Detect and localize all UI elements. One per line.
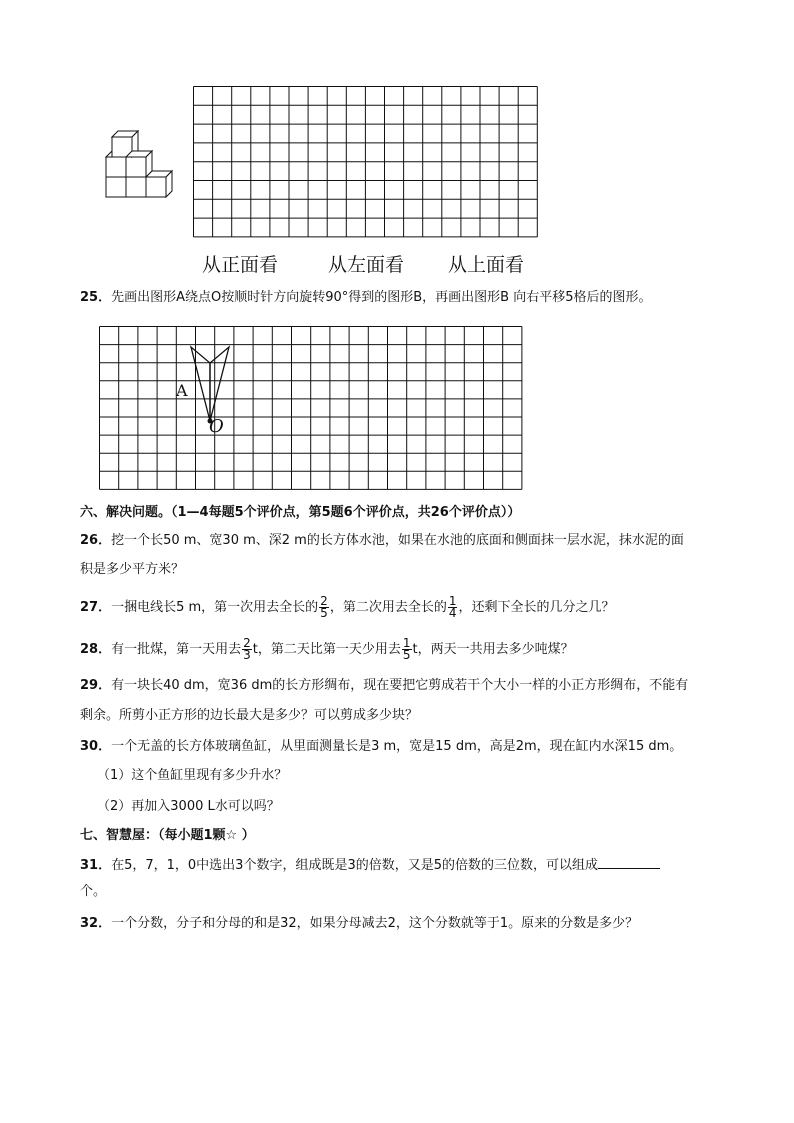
question-number: 27．	[80, 600, 112, 615]
question-text: t，第二天比第一天少用去	[252, 642, 401, 657]
question-text: 有一批煤，第一天用去	[111, 642, 242, 657]
question-30-sub1: （1）这个鱼缸里现有多少升水？	[97, 768, 288, 783]
question-text: 一个分数，分子和分母的和是32，如果分母减去2，这个分数就等于1。原来的分数是多少？	[111, 916, 639, 931]
label-left-view: 从左面看	[328, 254, 405, 276]
drawing-grid-views[interactable]	[193, 86, 539, 238]
question-text: ，还剩下全长的几分之几？	[458, 600, 615, 615]
answer-blank[interactable]	[598, 854, 660, 869]
question-26-line2: 积是多少平方米？	[80, 562, 185, 577]
question-25	[80, 288, 652, 308]
label-o: O	[209, 416, 224, 437]
section-7-title: 七、智慧屋：（每小题1颗☆ ）	[80, 828, 255, 843]
question-number: 26．	[80, 533, 112, 548]
question-text: 一捆电线长5 m，第一次用去全长的	[111, 600, 319, 615]
question-29	[80, 676, 688, 696]
label-front-view: 从正面看	[202, 254, 279, 276]
question-text: 在5，7，1，0中选出3个数字，组成既是3的倍数，又是5的倍数的三位数，可以组成	[111, 858, 598, 873]
fraction: $\frac{2}{3}$	[243, 636, 251, 662]
question-28	[80, 638, 574, 661]
question-text: 先画出图形A绕点O按顺时针方向旋转90°得到的图形B，再画出图形B 向右平移5格后的图形。	[111, 290, 652, 305]
question-number: 29．	[80, 678, 112, 693]
question-29-line2: 剩余。所剪小正方形的边长最大是多少？可以剪成多少块？	[80, 708, 419, 723]
question-text: ，第二次用去全长的	[329, 600, 447, 615]
question-30	[80, 737, 682, 757]
section-6-title: 六、解决问题。（1—4每题5个评价点，第5题6个评价点，共26个评价点））	[80, 505, 521, 520]
question-26	[80, 531, 684, 551]
question-number: 31．	[80, 858, 112, 873]
question-number: 32．	[80, 916, 112, 931]
question-text: 一个无盖的长方体玻璃鱼缸，从里面测量长是3 m，宽是15 dm，高是2m，现在缸内水深15 dm。	[111, 739, 683, 754]
question-text: t，两天一共用去多少吨煤？	[412, 642, 574, 657]
fraction: $\frac{2}{5}$	[320, 594, 328, 620]
question-32	[80, 914, 638, 934]
label-a: A	[176, 381, 188, 400]
cube-stack-figure	[100, 125, 184, 201]
question-number: 25．	[80, 290, 112, 305]
question-text: 有一块长40 dm，宽36 dm的长方形绸布，现在要把它剪成若干个大小一样的小正方形绸布，不能有	[111, 678, 689, 693]
fraction: $\frac{1}{5}$	[402, 636, 411, 662]
question-number: 28．	[80, 642, 112, 657]
figure-a-arrow	[99, 326, 527, 490]
fraction: $\frac{1}{4}$	[448, 594, 457, 620]
label-top-view: 从上面看	[448, 254, 525, 276]
question-27	[80, 596, 614, 619]
question-30-sub2: （2）再加入3000 L水可以吗？	[97, 799, 280, 814]
question-31	[80, 854, 660, 876]
question-text: 挖一个长50 m、宽30 m、深2 m的长方体水池，如果在水池的底面和侧面抹一层水泥，抹水泥的面	[111, 533, 684, 548]
question-31-line2: 个。	[80, 884, 107, 899]
question-number: 30．	[80, 739, 112, 754]
